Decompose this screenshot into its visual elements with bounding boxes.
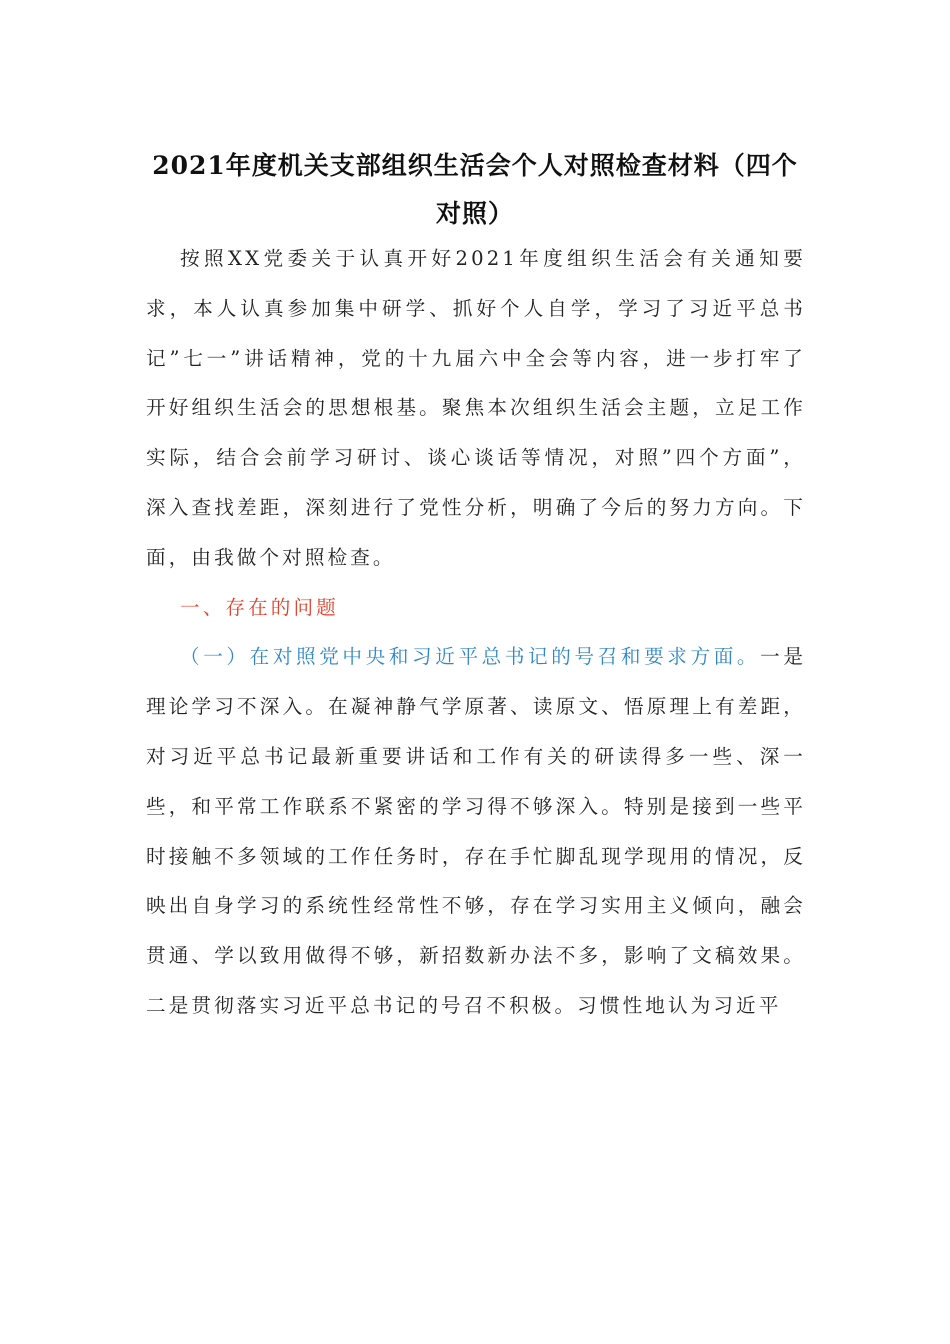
document-title: 2021年度机关支部组织生活会个人对照检查材料（四个对照） — [152, 151, 798, 228]
intro-paragraph: 按照XX党委关于认真开好2021年度组织生活会有关通知要求，本人认真参加集中研学、抓好个人自学，学习了习近平总书记”七一”讲话精神，党的十九届六中全会等内容，进一步打牢了开好组织生活会的思想根基。聚焦本次组织生活会主题，立足工作实际，结合会前学习研讨、谈心谈话等情况，对照”四个方面”，深入查找差距，深刻进行了党性分析，明确了今后的努力方向。下面，由我做个对照检查。 — [146, 247, 806, 569]
section-heading: 一、存在的问题 — [180, 595, 339, 619]
subsection-body: 一是理论学习不深入。在凝神静气学原著、读原文、悟原理上有差距，对习近平总书记最新重要讲话和工作有关的研读得多一些、深一些，和平常工作联系不紧密的学习得不够深入。特别是接到一些平时接触不多领域的工作任务时，存在手忙脚乱现学现用的情况，反映出自身学习的系统性经常性不够，存在学习实用主义倾向，融会贯通、学以致用做得不够，新招数新办法不多，影响了文稿效果。二是贯彻落实习近平总书记的号召不积极。习惯性地认为习近平 — [146, 645, 807, 1017]
document-body — [146, 234, 806, 1031]
subsection-heading: （一）在对照党中央和习近平总书记的号召和要求方面。 — [180, 645, 761, 669]
subsection-paragraph — [146, 632, 806, 1030]
